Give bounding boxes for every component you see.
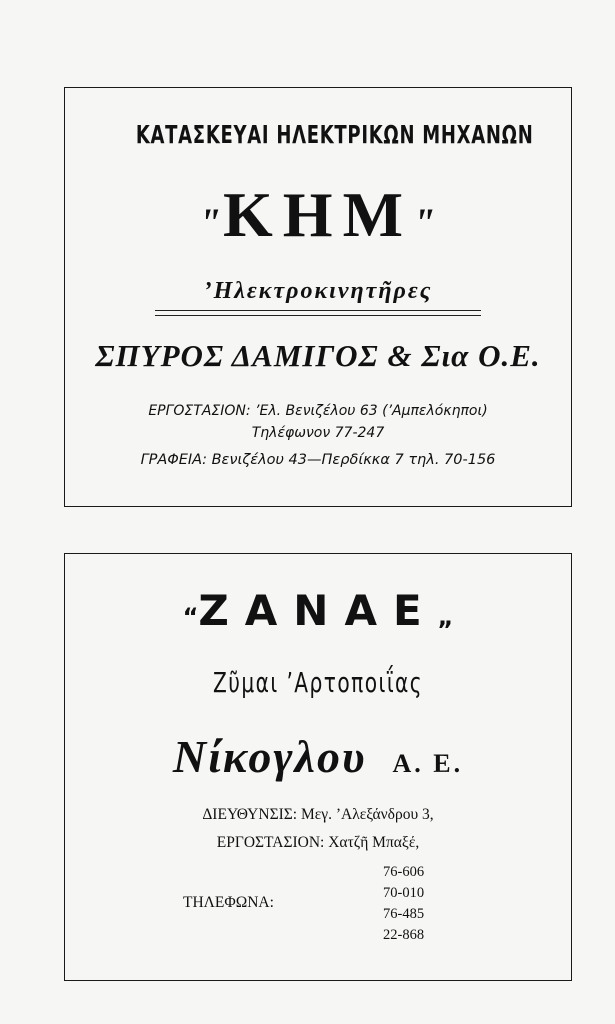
ad1-divider bbox=[155, 310, 481, 311]
ad2-company-name: Νίκογλου bbox=[172, 731, 367, 782]
ad2-brand bbox=[65, 586, 571, 635]
ad2-company-suffix: Α. Ε. bbox=[392, 749, 464, 778]
ad2-company bbox=[65, 730, 571, 783]
ad2-phone-list bbox=[383, 862, 424, 946]
ad1-offices: ΓΡΑΦΕΙΑ: Βενιζέλου 43—Περδίκκα 7 τηλ. 70-156 bbox=[140, 452, 496, 468]
ad1-owner: ΣΠΥΡΟΣ ΔΑΜΙΓΟΣ & Σια Ο.Ε. bbox=[95, 338, 541, 373]
ad2-phone-number: 76-606 bbox=[383, 864, 425, 880]
ad1-product: ’Ηλεκτροκινητῆρες bbox=[203, 278, 433, 304]
ad2-phone-number: 76-485 bbox=[383, 906, 425, 922]
ad1-brand-close-quote: " bbox=[412, 200, 438, 245]
ad2-brand-name: ΖΑΝΑΕ bbox=[198, 586, 438, 635]
ad1-phone: Τηλέφωνον 77-247 bbox=[251, 425, 385, 441]
ad2-phones-label: ΤΗΛΕΦΩΝΑ: bbox=[183, 894, 274, 911]
ad2-address: ΔΙΕΥΘΥΝΣΙΣ: Μεγ. ’Αλεξάνδρου 3, bbox=[202, 806, 434, 823]
ad2-subtitle: Ζῦμαι ’Αρτοποιΐας bbox=[212, 666, 424, 699]
ad2-brand-open-quote: “ bbox=[182, 603, 199, 631]
advertisement-zanae bbox=[64, 553, 572, 981]
ad1-factory: ΕΡΓΟΣΤΑΣΙΟΝ: ’Ελ. Βενιζέλου 63 (’Αμπελόκηποι) bbox=[148, 403, 488, 419]
ad2-brand-close-quote: „ bbox=[437, 603, 454, 631]
ad2-phone-number: 70-010 bbox=[383, 885, 425, 901]
ad1-brand bbox=[65, 178, 571, 252]
advertisement-khm bbox=[64, 87, 572, 507]
ad1-brand-name: ΚΗΜ bbox=[223, 179, 413, 250]
ad1-brand-open-quote: " bbox=[198, 200, 224, 245]
ad1-headline: ΚΑΤΑΣΚΕΥΑΙ ΗΛΕΚΤΡΙΚΩΝ ΜΗΧΑΝΩΝ bbox=[135, 120, 534, 149]
ad1-divider-thin bbox=[155, 315, 481, 316]
ad2-factory: ΕΡΓΟΣΤΑΣΙΟΝ: Χατζῆ Μπαξέ, bbox=[216, 834, 420, 851]
ad2-phone-number: 22-868 bbox=[383, 927, 425, 943]
